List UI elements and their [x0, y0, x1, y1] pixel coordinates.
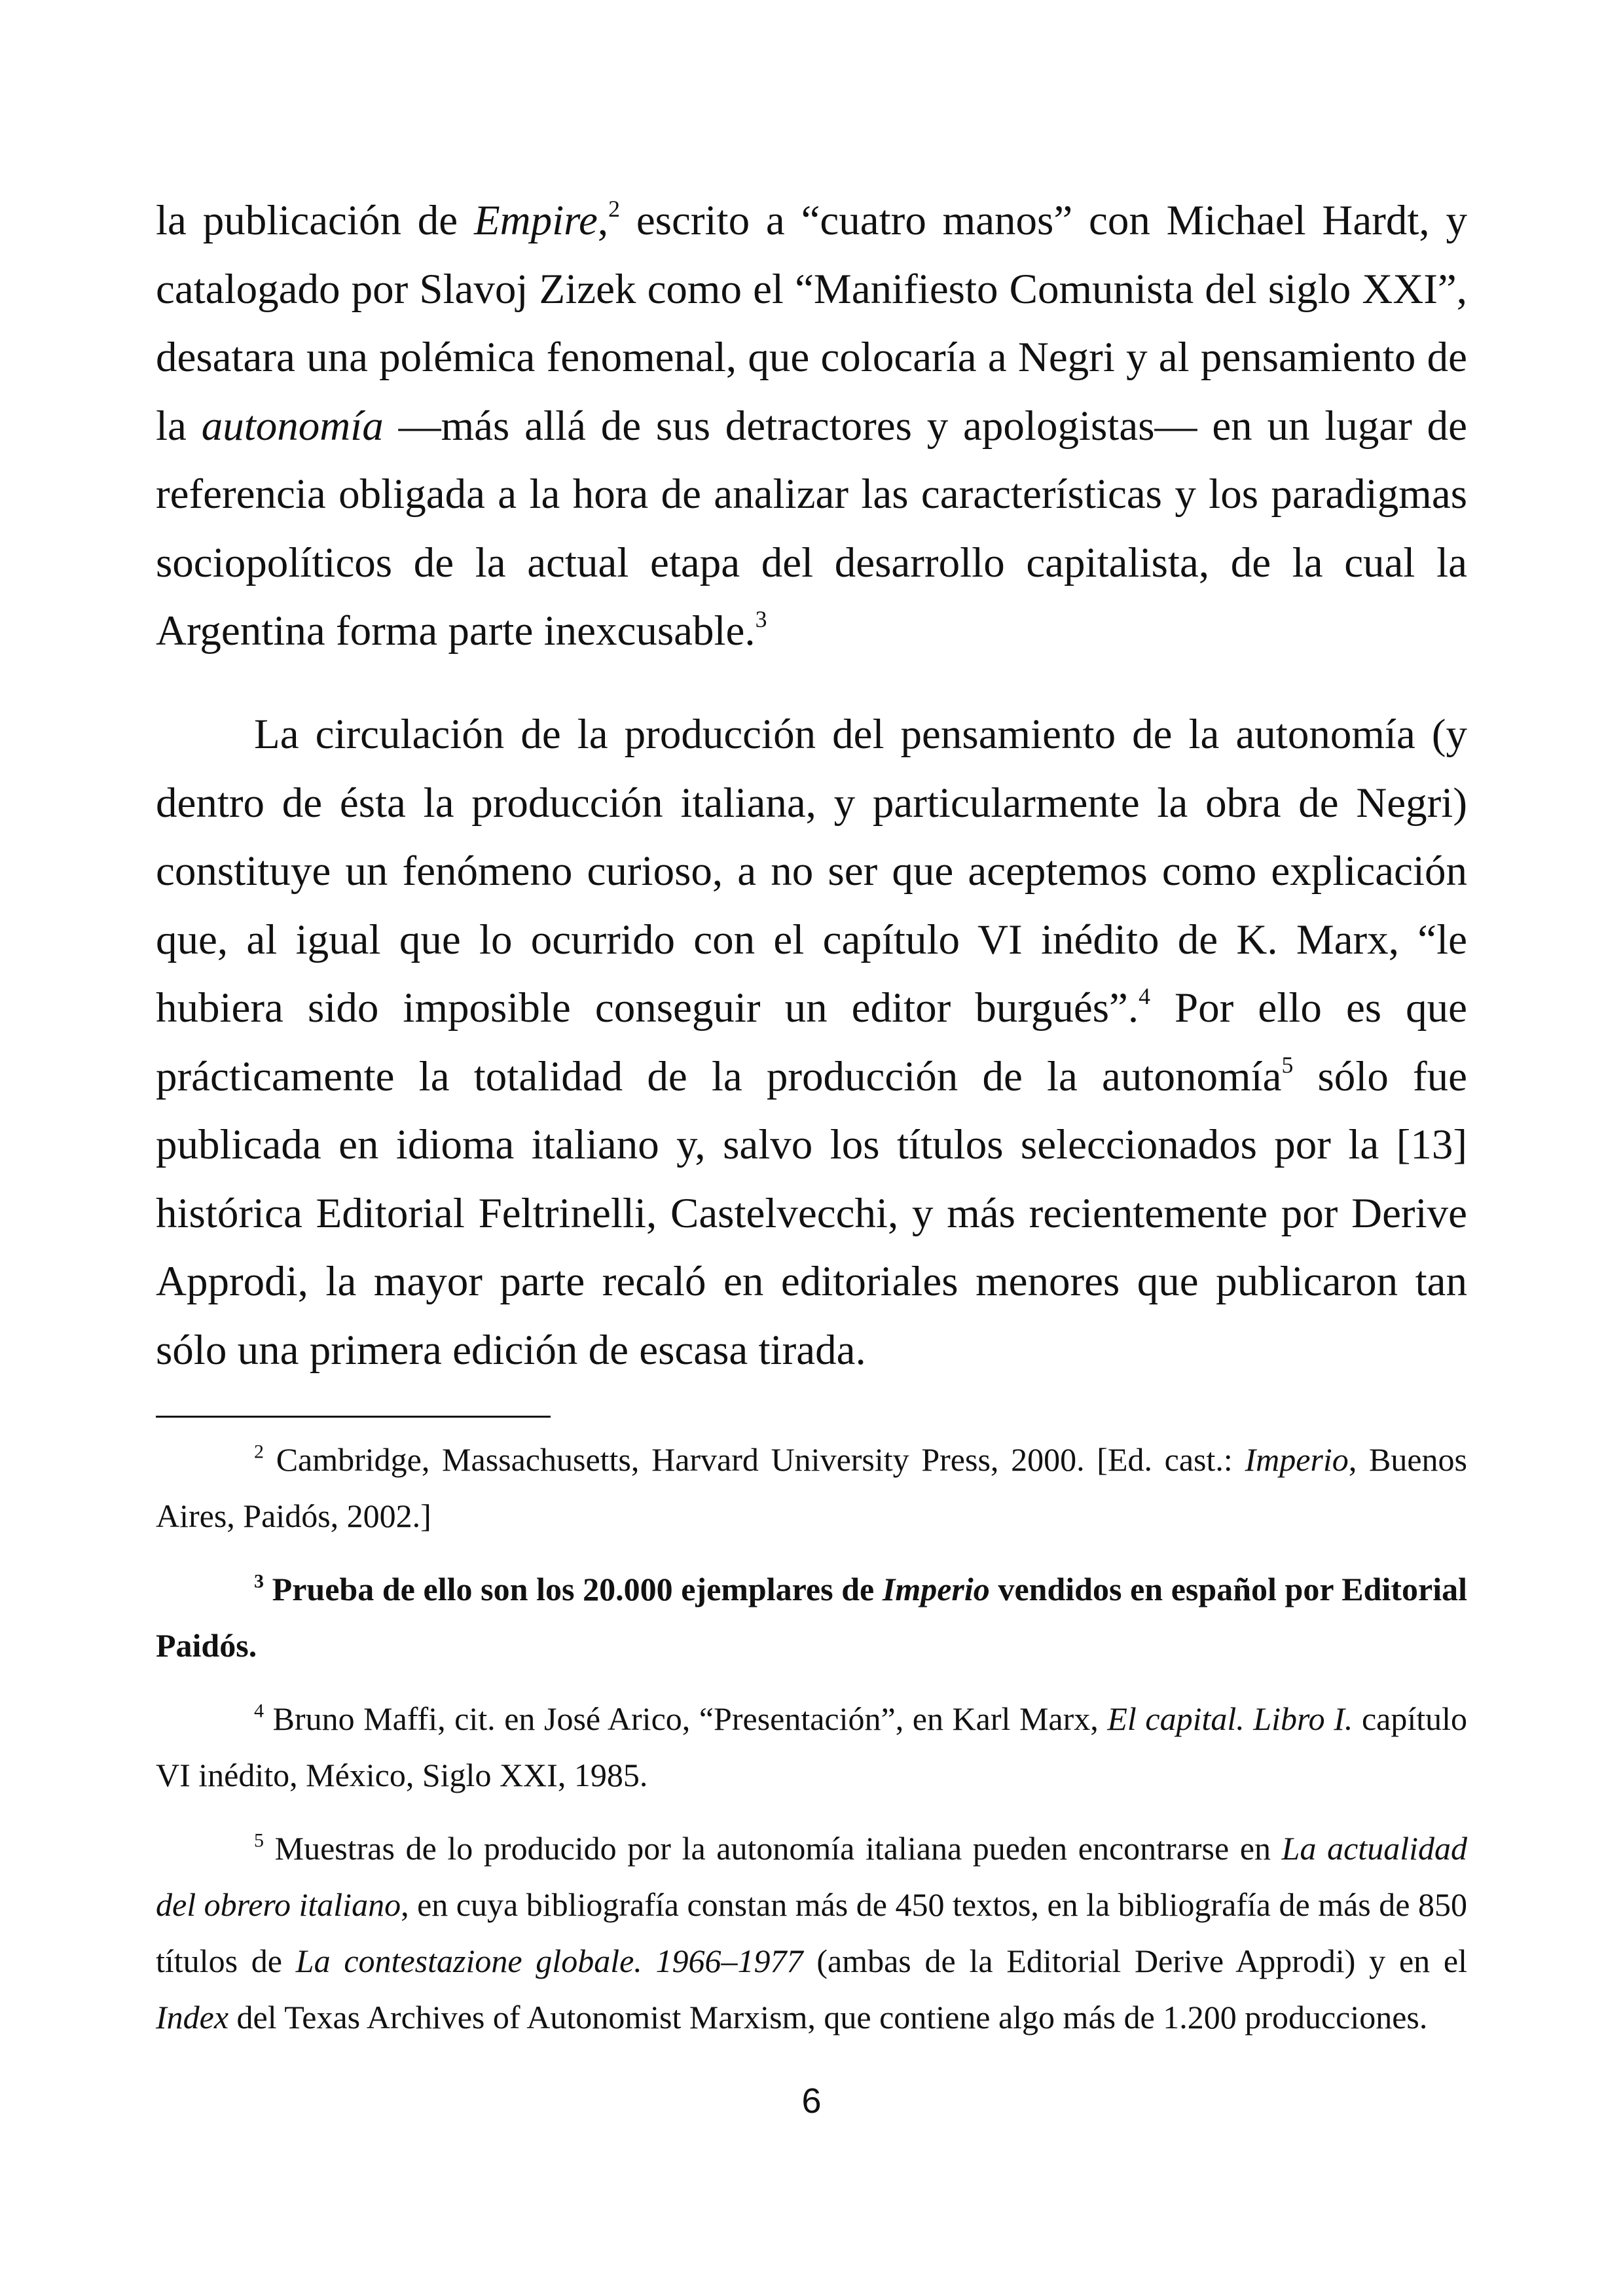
footnote-ref-2[interactable]: 2: [608, 196, 621, 223]
footnote-number: 2: [254, 1441, 264, 1463]
text-run: (ambas de la Editorial Derive Approdi) y en el: [803, 1943, 1468, 1979]
footnote-number: 4: [254, 1700, 264, 1722]
text-run: Por ello es que prácticamente la totalidad de la producción de la autonomía: [156, 984, 1468, 1100]
footnote-ref-5[interactable]: 5: [1281, 1051, 1294, 1078]
text-run: sólo fue publicada en idioma italiano y, salvo los títulos seleccionados por la [13] histórica Editorial Feltrinelli, Castelvecchi, y más recientemente por Derive Approdi, la mayor parte recaló en editoriales menores que publicaron tan sólo una primera edición de escasa tirada.: [156, 1052, 1467, 1374]
text-run: la publicación de: [156, 197, 474, 244]
italic-title: Imperio: [882, 1571, 990, 1607]
footnote-separator: [156, 1416, 551, 1418]
footnote-4: [156, 1691, 1467, 1803]
text-run: Bruno Maffi, cit. en José Arico, “Presentación”, en Karl Marx,: [264, 1700, 1108, 1737]
text-run: Cambridge, Massachusetts, Harvard University Press, 2000. [Ed. cast.:: [264, 1441, 1245, 1478]
text-run: La circulación de la producción del pensamiento de la autonomía (y dentro de ésta la producción italiana, y particularmente la obra de Negri) constituye un fenómeno curioso, a no ser que aceptemos como explicación que, al igual que lo ocurrido con el capítulo VI inédito de K. Marx, “le hubiera sido imposible conseguir un editor burgués”.: [156, 711, 1467, 1031]
text-run: escrito a “cuatro manos” con Michael Hardt, y catalogado por Slavoj Zizek como el “Manifiesto Comunista del siglo XXI”, desatara una polémica fenomenal, que colocaría a Negri y al pensamiento de la: [156, 197, 1467, 450]
text-run: Muestras de lo producido por la autonomía italiana pueden encontrarse en: [264, 1830, 1282, 1867]
italic-title: El capital. Libro I.: [1107, 1700, 1353, 1737]
text-run: —más allá de sus detractores y apologistas— en un lugar de referencia obligada a la hora de analizar las características y los paradigmas sociopolíticos de la actual etapa del desarrollo capitalista, de la cual la Argentina forma parte inexcusable.: [156, 402, 1467, 655]
page-number: 6: [801, 2081, 822, 2121]
footnote-3: [156, 1561, 1467, 1674]
text-run: ,: [597, 197, 609, 244]
body-paragraph-1: [156, 187, 1467, 666]
body-paragraph-2: [156, 700, 1467, 1384]
text-run: del Texas Archives of Autonomist Marxism, que contiene algo más de 1.200 producciones.: [228, 1999, 1428, 2036]
paragraph-text: [156, 700, 1467, 1384]
paragraph-text: [156, 187, 1467, 666]
italic-title: Index: [156, 1999, 229, 2036]
text-run: Prueba de ello son los 20.000 ejemplares de: [264, 1571, 883, 1607]
footnote-5: [156, 1820, 1467, 2045]
footnote-number: 3: [254, 1570, 264, 1592]
footnotes: [156, 1431, 1467, 2062]
text-run: , en cuya bibliografía constan más de 450 textos, en la bibliografía de más de 850 títulos de: [156, 1886, 1467, 1979]
italic-title: La actualidad del obrero italiano: [156, 1830, 1467, 1923]
text-run: , Buenos Aires, Paidós, 2002.]: [156, 1441, 1468, 1534]
text-run: capítulo VI inédito, México, Siglo XXI, 1985.: [156, 1700, 1467, 1793]
footnote-2: [156, 1431, 1467, 1544]
text-run: vendidos en español por Editorial Paidós.: [156, 1571, 1467, 1664]
footnote-ref-3[interactable]: 3: [755, 606, 767, 633]
italic-title: La contestazione globale. 1966–1977: [295, 1943, 803, 1979]
italic-term-autonomia: autonomía: [201, 402, 384, 450]
italic-title-empire: Empire: [473, 197, 598, 244]
footnote-number: 5: [254, 1829, 264, 1852]
italic-title: Imperio: [1245, 1441, 1349, 1478]
footnote-ref-4[interactable]: 4: [1139, 983, 1150, 1010]
